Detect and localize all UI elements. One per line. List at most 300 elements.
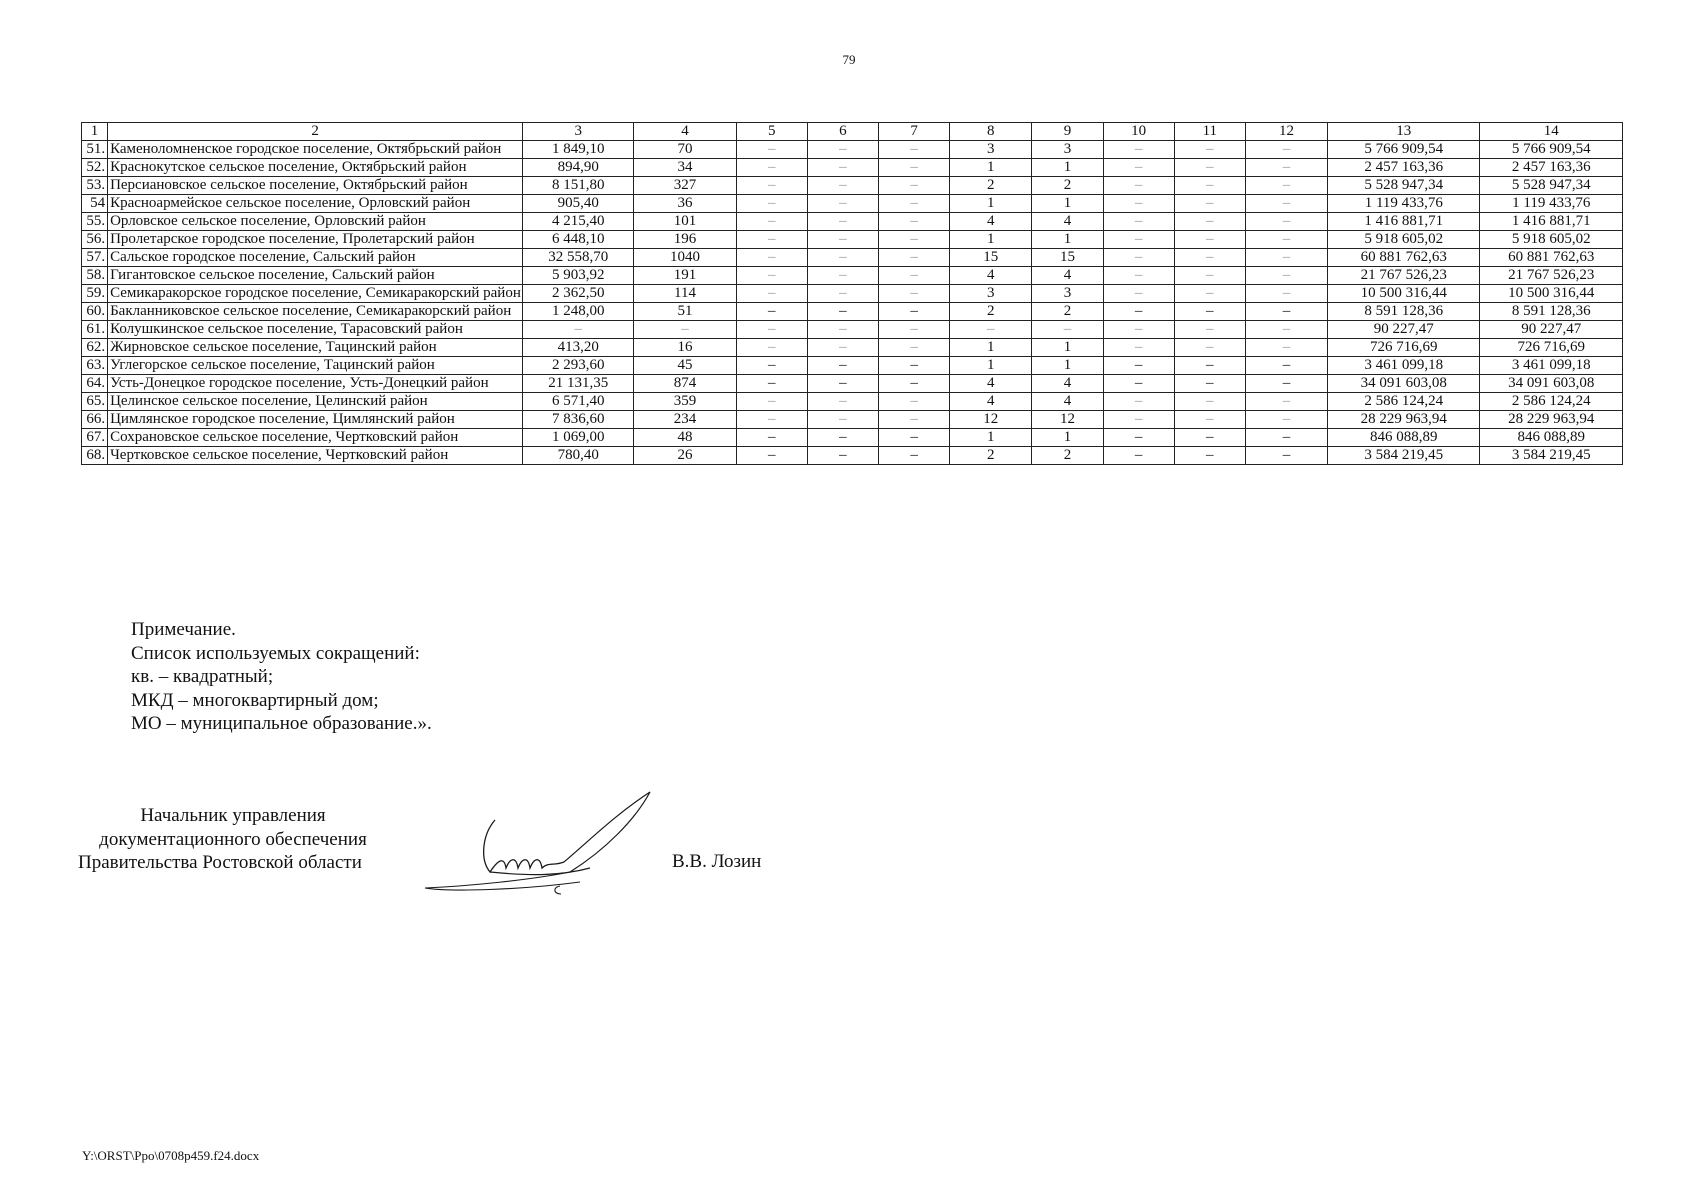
note-abbreviation-mo: МО – муниципальное образование.». [131, 713, 432, 734]
value-cell-11: – [1174, 447, 1245, 465]
value-cell-7: – [879, 375, 950, 393]
row-number-cell: 55. [82, 213, 108, 231]
column-header: 13 [1328, 123, 1480, 141]
value-cell-12: – [1245, 141, 1327, 159]
data-table [81, 122, 1623, 465]
value-cell-7: – [879, 447, 950, 465]
value-cell-6: – [807, 303, 878, 321]
municipality-name-cell: Краснокутское сельское поселение, Октябрьский район [108, 159, 523, 177]
value-cell-6: – [807, 159, 878, 177]
value-cell-4: 51 [634, 303, 736, 321]
value-cell-4: 234 [634, 411, 736, 429]
municipality-name-cell: Колушкинское сельское поселение, Тарасовский район [108, 321, 523, 339]
value-cell-10: – [1103, 177, 1174, 195]
value-cell-4: – [634, 321, 736, 339]
table-row [82, 267, 1623, 285]
value-cell-6: – [807, 375, 878, 393]
value-cell-10: – [1103, 141, 1174, 159]
row-number-cell: 67. [82, 429, 108, 447]
row-number-cell: 54 [82, 195, 108, 213]
municipality-name-cell: Целинское сельское поселение, Целинский район [108, 393, 523, 411]
value-cell-13: 34 091 603,08 [1328, 375, 1480, 393]
value-cell-12: – [1245, 339, 1327, 357]
value-cell-12: – [1245, 321, 1327, 339]
value-cell-11: – [1174, 249, 1245, 267]
value-cell-8: 4 [950, 375, 1032, 393]
value-cell-13: 1 416 881,71 [1328, 213, 1480, 231]
value-cell-5: – [736, 357, 807, 375]
municipality-name-cell: Бакланниковское сельское поселение, Семикаракорский район [108, 303, 523, 321]
value-cell-11: – [1174, 339, 1245, 357]
value-cell-10: – [1103, 357, 1174, 375]
column-header: 1 [82, 123, 108, 141]
table-header-row [82, 123, 1623, 141]
value-cell-7: – [879, 285, 950, 303]
value-cell-12: – [1245, 159, 1327, 177]
municipality-name-cell: Углегорское сельское поселение, Тацинский район [108, 357, 523, 375]
value-cell-13: 2 586 124,24 [1328, 393, 1480, 411]
value-cell-8: 2 [950, 177, 1032, 195]
value-cell-14: 5 528 947,34 [1480, 177, 1623, 195]
table-row [82, 141, 1623, 159]
official-title-line-2: документационного обеспечения [99, 828, 367, 850]
value-cell-5: – [736, 339, 807, 357]
row-number-cell: 63. [82, 357, 108, 375]
value-cell-13: 5 918 605,02 [1328, 231, 1480, 249]
value-cell-3: 4 215,40 [523, 213, 634, 231]
table-row [82, 249, 1623, 267]
value-cell-5: – [736, 393, 807, 411]
value-cell-8: 4 [950, 393, 1032, 411]
row-number-cell: 56. [82, 231, 108, 249]
municipality-name-cell: Сальское городское поселение, Сальский район [108, 249, 523, 267]
value-cell-7: – [879, 159, 950, 177]
value-cell-12: – [1245, 231, 1327, 249]
value-cell-14: 5 918 605,02 [1480, 231, 1623, 249]
value-cell-11: – [1174, 303, 1245, 321]
value-cell-11: – [1174, 393, 1245, 411]
value-cell-13: 28 229 963,94 [1328, 411, 1480, 429]
table-row [82, 411, 1623, 429]
value-cell-12: – [1245, 267, 1327, 285]
value-cell-4: 36 [634, 195, 736, 213]
value-cell-3: – [523, 321, 634, 339]
value-cell-3: 1 069,00 [523, 429, 634, 447]
value-cell-9: 4 [1032, 393, 1103, 411]
municipality-name-cell: Цимлянское городское поселение, Цимлянский район [108, 411, 523, 429]
value-cell-14: 2 457 163,36 [1480, 159, 1623, 177]
value-cell-14: 10 500 316,44 [1480, 285, 1623, 303]
value-cell-10: – [1103, 393, 1174, 411]
value-cell-8: 4 [950, 267, 1032, 285]
value-cell-13: 8 591 128,36 [1328, 303, 1480, 321]
value-cell-9: 2 [1032, 303, 1103, 321]
value-cell-6: – [807, 357, 878, 375]
note-abbreviation-mkd: МКД – многоквартирный дом; [131, 689, 379, 711]
value-cell-13: 5 528 947,34 [1328, 177, 1480, 195]
column-header: 10 [1103, 123, 1174, 141]
value-cell-12: – [1245, 411, 1327, 429]
row-number-cell: 66. [82, 411, 108, 429]
value-cell-5: – [736, 231, 807, 249]
value-cell-14: 60 881 762,63 [1480, 249, 1623, 267]
value-cell-3: 8 151,80 [523, 177, 634, 195]
value-cell-10: – [1103, 159, 1174, 177]
value-cell-6: – [807, 231, 878, 249]
value-cell-14: 28 229 963,94 [1480, 411, 1623, 429]
handwritten-signature [420, 790, 660, 900]
value-cell-14: 21 767 526,23 [1480, 267, 1623, 285]
value-cell-7: – [879, 393, 950, 411]
value-cell-5: – [736, 285, 807, 303]
value-cell-7: – [879, 267, 950, 285]
value-cell-3: 780,40 [523, 447, 634, 465]
value-cell-4: 327 [634, 177, 736, 195]
value-cell-4: 196 [634, 231, 736, 249]
value-cell-5: – [736, 303, 807, 321]
value-cell-9: 1 [1032, 159, 1103, 177]
value-cell-13: 2 457 163,36 [1328, 159, 1480, 177]
value-cell-8: 1 [950, 339, 1032, 357]
value-cell-9: 15 [1032, 249, 1103, 267]
value-cell-13: 3 461 099,18 [1328, 357, 1480, 375]
value-cell-4: 359 [634, 393, 736, 411]
value-cell-14: 3 584 219,45 [1480, 447, 1623, 465]
note-abbreviations-heading: Список используемых сокращений: [131, 642, 420, 664]
value-cell-4: 70 [634, 141, 736, 159]
row-number-cell: 62. [82, 339, 108, 357]
value-cell-9: 1 [1032, 339, 1103, 357]
value-cell-3: 21 131,35 [523, 375, 634, 393]
value-cell-11: – [1174, 357, 1245, 375]
value-cell-11: – [1174, 321, 1245, 339]
value-cell-12: – [1245, 285, 1327, 303]
value-cell-9: – [1032, 321, 1103, 339]
value-cell-11: – [1174, 267, 1245, 285]
value-cell-10: – [1103, 321, 1174, 339]
value-cell-11: – [1174, 177, 1245, 195]
file-path: Y:\ORST\Ppo\0708p459.f24.docx [82, 1148, 260, 1163]
value-cell-8: 1 [950, 231, 1032, 249]
value-cell-9: 1 [1032, 357, 1103, 375]
value-cell-7: – [879, 141, 950, 159]
value-cell-6: – [807, 447, 878, 465]
table-row [82, 231, 1623, 249]
value-cell-4: 101 [634, 213, 736, 231]
value-cell-14: 3 461 099,18 [1480, 357, 1623, 375]
row-number-cell: 52. [82, 159, 108, 177]
value-cell-4: 34 [634, 159, 736, 177]
value-cell-13: 3 584 219,45 [1328, 447, 1480, 465]
table-row [82, 195, 1623, 213]
value-cell-5: – [736, 141, 807, 159]
value-cell-13: 21 767 526,23 [1328, 267, 1480, 285]
value-cell-8: 1 [950, 357, 1032, 375]
value-cell-12: – [1245, 195, 1327, 213]
value-cell-14: 726 716,69 [1480, 339, 1623, 357]
column-header: 9 [1032, 123, 1103, 141]
value-cell-5: – [736, 159, 807, 177]
value-cell-5: – [736, 213, 807, 231]
value-cell-12: – [1245, 303, 1327, 321]
value-cell-13: 5 766 909,54 [1328, 141, 1480, 159]
value-cell-13: 10 500 316,44 [1328, 285, 1480, 303]
column-header: 3 [523, 123, 634, 141]
value-cell-12: – [1245, 375, 1327, 393]
municipality-name-cell: Жирновское сельское поселение, Тацинский район [108, 339, 523, 357]
table-row [82, 393, 1623, 411]
value-cell-6: – [807, 339, 878, 357]
value-cell-10: – [1103, 267, 1174, 285]
value-cell-10: – [1103, 231, 1174, 249]
value-cell-6: – [807, 267, 878, 285]
table-row [82, 339, 1623, 357]
value-cell-8: 3 [950, 285, 1032, 303]
value-cell-6: – [807, 213, 878, 231]
value-cell-6: – [807, 285, 878, 303]
value-cell-4: 1040 [634, 249, 736, 267]
value-cell-7: – [879, 411, 950, 429]
value-cell-6: – [807, 429, 878, 447]
value-cell-12: – [1245, 357, 1327, 375]
column-header: 7 [879, 123, 950, 141]
value-cell-8: 1 [950, 159, 1032, 177]
value-cell-12: – [1245, 429, 1327, 447]
column-header: 12 [1245, 123, 1327, 141]
value-cell-3: 32 558,70 [523, 249, 634, 267]
value-cell-6: – [807, 249, 878, 267]
municipality-name-cell: Каменоломненское городское поселение, Октябрьский район [108, 141, 523, 159]
value-cell-11: – [1174, 429, 1245, 447]
row-number-cell: 68. [82, 447, 108, 465]
row-number-cell: 59. [82, 285, 108, 303]
table-row [82, 447, 1623, 465]
table-row [82, 303, 1623, 321]
municipality-name-cell: Персиановское сельское поселение, Октябрьский район [108, 177, 523, 195]
value-cell-14: 5 766 909,54 [1480, 141, 1623, 159]
value-cell-4: 26 [634, 447, 736, 465]
municipality-name-cell: Сохрановское сельское поселение, Чертковский район [108, 429, 523, 447]
value-cell-10: – [1103, 375, 1174, 393]
municipality-name-cell: Красноармейское сельское поселение, Орловский район [108, 195, 523, 213]
value-cell-8: 4 [950, 213, 1032, 231]
row-number-cell: 65. [82, 393, 108, 411]
municipality-name-cell: Гигантовское сельское поселение, Сальский район [108, 267, 523, 285]
value-cell-10: – [1103, 429, 1174, 447]
value-cell-6: – [807, 141, 878, 159]
value-cell-3: 6 571,40 [523, 393, 634, 411]
value-cell-10: – [1103, 213, 1174, 231]
value-cell-10: – [1103, 339, 1174, 357]
value-cell-13: 846 088,89 [1328, 429, 1480, 447]
value-cell-10: – [1103, 447, 1174, 465]
value-cell-12: – [1245, 213, 1327, 231]
value-cell-9: 12 [1032, 411, 1103, 429]
value-cell-7: – [879, 321, 950, 339]
table-row [82, 429, 1623, 447]
value-cell-4: 48 [634, 429, 736, 447]
table-row [82, 285, 1623, 303]
value-cell-12: – [1245, 393, 1327, 411]
value-cell-4: 16 [634, 339, 736, 357]
value-cell-7: – [879, 213, 950, 231]
value-cell-11: – [1174, 159, 1245, 177]
value-cell-9: 4 [1032, 267, 1103, 285]
value-cell-7: – [879, 429, 950, 447]
official-title [78, 804, 388, 875]
value-cell-9: 4 [1032, 375, 1103, 393]
value-cell-7: – [879, 339, 950, 357]
value-cell-8: 2 [950, 303, 1032, 321]
value-cell-7: – [879, 231, 950, 249]
value-cell-3: 6 448,10 [523, 231, 634, 249]
table-row [82, 159, 1623, 177]
value-cell-11: – [1174, 213, 1245, 231]
value-cell-4: 874 [634, 375, 736, 393]
table-row [82, 357, 1623, 375]
value-cell-5: – [736, 195, 807, 213]
value-cell-5: – [736, 267, 807, 285]
value-cell-6: – [807, 177, 878, 195]
official-title-line-1: Начальник управления [140, 805, 326, 826]
value-cell-8: 1 [950, 195, 1032, 213]
value-cell-9: 2 [1032, 177, 1103, 195]
value-cell-5: – [736, 447, 807, 465]
column-header: 4 [634, 123, 736, 141]
value-cell-6: – [807, 411, 878, 429]
value-cell-14: 1 416 881,71 [1480, 213, 1623, 231]
value-cell-10: – [1103, 285, 1174, 303]
value-cell-13: 60 881 762,63 [1328, 249, 1480, 267]
value-cell-13: 90 227,47 [1328, 321, 1480, 339]
note-title: Примечание. [131, 619, 236, 640]
value-cell-9: 3 [1032, 285, 1103, 303]
value-cell-11: – [1174, 375, 1245, 393]
row-number-cell: 51. [82, 141, 108, 159]
row-number-cell: 53. [82, 177, 108, 195]
column-header: 2 [108, 123, 523, 141]
value-cell-13: 1 119 433,76 [1328, 195, 1480, 213]
value-cell-13: 726 716,69 [1328, 339, 1480, 357]
value-cell-11: – [1174, 411, 1245, 429]
value-cell-3: 5 903,92 [523, 267, 634, 285]
official-title-line-3: Правительства Ростовской области [78, 852, 362, 873]
value-cell-4: 191 [634, 267, 736, 285]
value-cell-3: 894,90 [523, 159, 634, 177]
value-cell-3: 905,40 [523, 195, 634, 213]
value-cell-11: – [1174, 285, 1245, 303]
column-header: 14 [1480, 123, 1623, 141]
value-cell-9: 1 [1032, 429, 1103, 447]
value-cell-9: 2 [1032, 447, 1103, 465]
signer-name: В.В. Лозин [672, 851, 762, 872]
column-header: 11 [1174, 123, 1245, 141]
value-cell-5: – [736, 321, 807, 339]
note-block [131, 618, 432, 736]
value-cell-12: – [1245, 177, 1327, 195]
column-header: 8 [950, 123, 1032, 141]
table-row [82, 213, 1623, 231]
table-row [82, 375, 1623, 393]
value-cell-8: – [950, 321, 1032, 339]
value-cell-3: 2 293,60 [523, 357, 634, 375]
municipality-name-cell: Орловское сельское поселение, Орловский район [108, 213, 523, 231]
value-cell-4: 114 [634, 285, 736, 303]
value-cell-10: – [1103, 303, 1174, 321]
value-cell-7: – [879, 249, 950, 267]
value-cell-5: – [736, 375, 807, 393]
value-cell-5: – [736, 249, 807, 267]
value-cell-11: – [1174, 195, 1245, 213]
row-number-cell: 60. [82, 303, 108, 321]
value-cell-6: – [807, 195, 878, 213]
value-cell-14: 8 591 128,36 [1480, 303, 1623, 321]
value-cell-10: – [1103, 195, 1174, 213]
table-row [82, 321, 1623, 339]
value-cell-8: 1 [950, 429, 1032, 447]
municipality-name-cell: Пролетарское городское поселение, Пролетарский район [108, 231, 523, 249]
value-cell-8: 12 [950, 411, 1032, 429]
row-number-cell: 61. [82, 321, 108, 339]
value-cell-3: 1 849,10 [523, 141, 634, 159]
value-cell-3: 413,20 [523, 339, 634, 357]
value-cell-7: – [879, 357, 950, 375]
municipality-name-cell: Чертковское сельское поселение, Чертковский район [108, 447, 523, 465]
value-cell-3: 2 362,50 [523, 285, 634, 303]
value-cell-12: – [1245, 249, 1327, 267]
value-cell-14: 90 227,47 [1480, 321, 1623, 339]
value-cell-11: – [1174, 231, 1245, 249]
table-row [82, 177, 1623, 195]
municipality-name-cell: Усть-Донецкое городское поселение, Усть-Донецкий район [108, 375, 523, 393]
value-cell-6: – [807, 321, 878, 339]
value-cell-8: 2 [950, 447, 1032, 465]
value-cell-10: – [1103, 249, 1174, 267]
value-cell-11: – [1174, 141, 1245, 159]
note-abbreviation-kv: кв. – квадратный; [131, 666, 274, 687]
column-header: 5 [736, 123, 807, 141]
value-cell-6: – [807, 393, 878, 411]
value-cell-3: 7 836,60 [523, 411, 634, 429]
row-number-cell: 58. [82, 267, 108, 285]
value-cell-8: 15 [950, 249, 1032, 267]
value-cell-7: – [879, 303, 950, 321]
value-cell-9: 1 [1032, 195, 1103, 213]
value-cell-12: – [1245, 447, 1327, 465]
row-number-cell: 64. [82, 375, 108, 393]
column-header: 6 [807, 123, 878, 141]
value-cell-5: – [736, 429, 807, 447]
value-cell-14: 846 088,89 [1480, 429, 1623, 447]
value-cell-5: – [736, 411, 807, 429]
value-cell-8: 3 [950, 141, 1032, 159]
value-cell-3: 1 248,00 [523, 303, 634, 321]
value-cell-9: 4 [1032, 213, 1103, 231]
value-cell-7: – [879, 195, 950, 213]
value-cell-14: 34 091 603,08 [1480, 375, 1623, 393]
municipality-name-cell: Семикаракорское городское поселение, Семикаракорский район [108, 285, 523, 303]
value-cell-9: 3 [1032, 141, 1103, 159]
value-cell-10: – [1103, 411, 1174, 429]
page-number: 79 [842, 52, 856, 67]
value-cell-14: 1 119 433,76 [1480, 195, 1623, 213]
value-cell-7: – [879, 177, 950, 195]
value-cell-5: – [736, 177, 807, 195]
value-cell-14: 2 586 124,24 [1480, 393, 1623, 411]
row-number-cell: 57. [82, 249, 108, 267]
value-cell-4: 45 [634, 357, 736, 375]
value-cell-9: 1 [1032, 231, 1103, 249]
